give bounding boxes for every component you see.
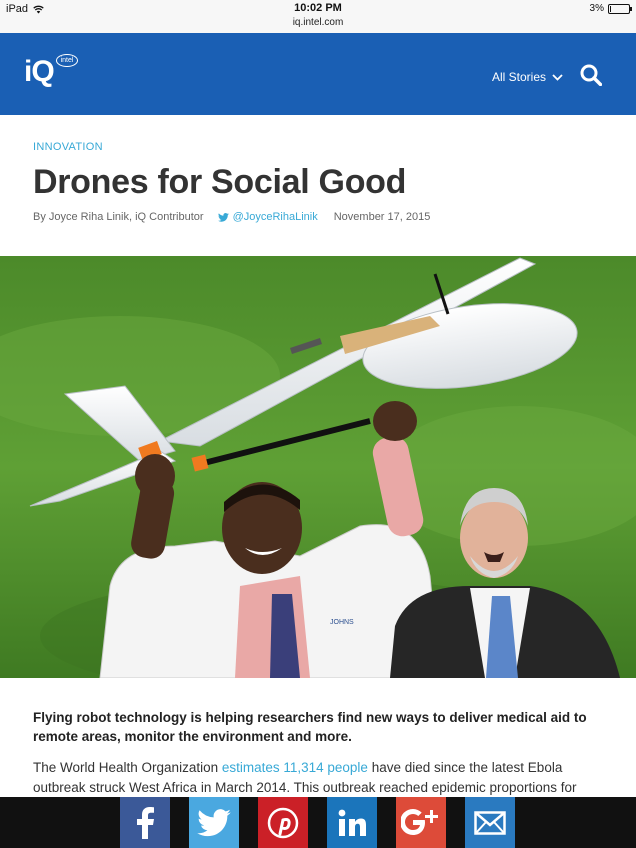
address-url[interactable]: iq.intel.com [292, 17, 344, 28]
article-paragraph [33, 758, 593, 798]
svg-text:JOHNS: JOHNS [330, 619, 354, 626]
battery-icon [608, 4, 630, 14]
twitter-icon [197, 809, 231, 837]
who-estimate-link[interactable]: estimates 11,314 people [221, 760, 368, 775]
chevron-down-icon [552, 74, 563, 81]
twitter-share-button[interactable] [189, 797, 239, 848]
facebook-share-button[interactable] [120, 797, 170, 848]
google-plus-icon [401, 806, 441, 840]
status-time: 10:02 PM [294, 2, 342, 14]
article-category[interactable]: INNOVATION [33, 141, 103, 153]
paragraph-text-start: The World Health Organization [33, 760, 222, 775]
battery-percent: 3% [589, 3, 604, 14]
pinterest-icon [267, 807, 299, 839]
twitter-handle-text: @JoyceRihaLinik [232, 211, 318, 223]
facebook-icon [134, 807, 156, 839]
author-twitter-link[interactable] [218, 211, 318, 223]
twitter-bird-icon [218, 213, 229, 222]
article-title: Drones for Social Good [33, 163, 407, 201]
linkedin-icon [337, 808, 367, 838]
author-name: By Joyce Riha Linik, iQ Contributor [33, 211, 204, 223]
search-icon[interactable] [580, 64, 602, 86]
linkedin-share-button[interactable] [327, 797, 377, 848]
all-stories-label: All Stories [492, 70, 547, 84]
email-icon [474, 811, 506, 835]
article-byline [33, 211, 430, 223]
email-share-button[interactable] [465, 797, 515, 848]
article-date: November 17, 2015 [333, 211, 431, 223]
paragraph-text-end: have died since the latest Ebola outbreak struck West Africa in March 2014. This outbreak reached epidemic proportions for [33, 760, 577, 795]
pinterest-share-button[interactable] [258, 797, 308, 848]
share-bar [0, 797, 636, 848]
status-right [590, 3, 630, 14]
status-bar [0, 0, 636, 34]
iq-logo[interactable]: iQ [24, 55, 54, 88]
device-label: iPad [6, 3, 29, 15]
intel-badge: intel [56, 54, 78, 67]
hero-image [0, 256, 636, 678]
article-lead: Flying robot technology is helping researchers find new ways to deliver medical aid to remote areas, monitor the environment and more. [33, 710, 587, 744]
battery-level [610, 6, 611, 12]
all-stories-menu[interactable] [492, 70, 563, 84]
googleplus-share-button[interactable] [396, 797, 446, 848]
hero-photo-drone-researchers [0, 256, 636, 678]
site-header [0, 33, 636, 115]
